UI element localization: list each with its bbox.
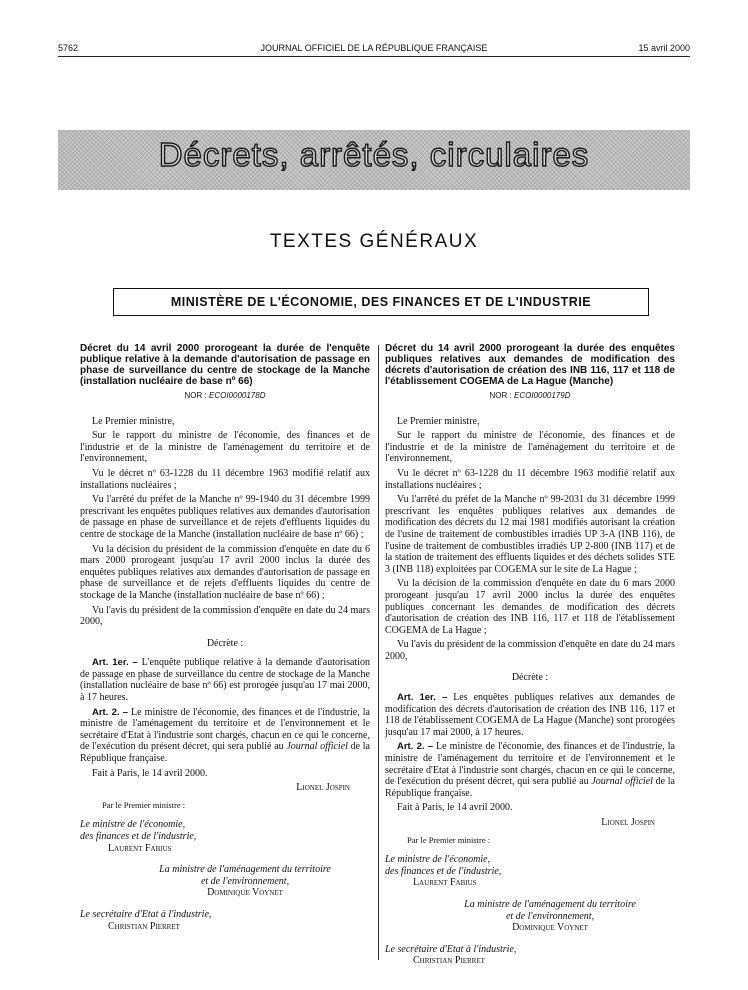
decrete-heading: Décrète : xyxy=(206,637,244,649)
paragraph: Vu la décision de la commission d'enquête en date du 6 mars 2000 prorogeant jusqu'au 17 avril 2000 inclus la durée des enquêtes publiques concernant les demandes de modification des décrets d'autorisation de création des INB 116, 117 et 118 de l'établissement COGEMA de La Hague ; xyxy=(385,578,675,636)
article-1: Art. 1er. – Les enquêtes publiques relatives aux demandes de modification des décrets d'autorisation de création des INB 116, 117 et 118 de l'établissement COGEMA de La Hague (Manche) sont prorogées jusqu'au 17 mai 2000, à 17 heures. xyxy=(385,692,675,738)
paragraph: Vu l'arrêté du préfet de la Manche nº 99-1940 du 31 décembre 1999 prescrivant les enquêtes publiques relatives aux demandes d'autorisation de passage en phase de surveillance et de rejets d'effluents liquides du centre de stockage de la Manche (installation nucléaire de base nº 66) ; xyxy=(80,494,370,540)
signature-amenagement: La ministre de l'aménagement du territoire et de l'environnement, Dominique Voynet xyxy=(464,898,636,934)
decree-left xyxy=(80,343,370,942)
paragraph: Sur le rapport du ministre de l'économie, des finances et de l'industrie et de la ministre de l'aménagement du territoire et de l'environnement, xyxy=(80,430,370,465)
decree-title: Décret du 14 avril 2000 prorogeant la durée de l'enquête publique relative à la demande d'autorisation de passage en phase de surveillance du centre de stockage de la Manche (installation nucléaire de base nº 66) xyxy=(80,343,370,387)
pm-signature: Lionel Jospin xyxy=(296,782,350,794)
par-premier-ministre: Par le Premier ministre : xyxy=(102,799,186,810)
signature-eco: Le ministre de l'économie, des finances et de l'industrie, Laurent Fabius xyxy=(80,819,197,854)
paragraph: Vu le décret nº 63-1228 du 11 décembre 1963 modifié relatif aux installations nucléaires ; xyxy=(80,467,370,491)
paragraph: Sur le rapport du ministre de l'économie, des finances et de l'industrie et de la ministre de l'aménagement du territoire et de l'environnement, xyxy=(385,430,675,465)
signature-date: Fait à Paris, le 14 avril 2000. xyxy=(92,767,208,779)
decrete-heading: Décrète : xyxy=(511,672,549,684)
signature-secretaire: Le secrétaire d'Etat à l'industrie, Christian Pierret xyxy=(385,943,517,967)
ministry-heading: MINISTÈRE DE L'ÉCONOMIE, DES FINANCES ET DE L'INDUSTRIE xyxy=(113,288,649,316)
article-1: Art. 1er. – L'enquête publique relative à la demande d'autorisation de passage en phase de surveillance du centre de stockage de la Manche (installation nucléaire de base nº 66) est prorogée jusqu'au 17 mai 2000, à 17 heures. xyxy=(80,657,370,704)
decree-title: Décret du 14 avril 2000 prorogeant la durée des enquêtes publiques relatives aux demandes de modification des décrets d'autorisation de création des INB 116, 117 et 118 de l'établissement COGEMA de La Hague (Manche) xyxy=(385,343,675,387)
decree-right xyxy=(385,343,675,977)
section-banner xyxy=(58,130,690,190)
paragraph: Le Premier ministre, xyxy=(397,415,480,427)
section-title: TEXTES GÉNÉRAUX xyxy=(269,231,479,252)
column-divider xyxy=(378,345,379,960)
nor-reference: NOR : ECOI0000178D xyxy=(184,391,266,400)
article-2: Art. 2. – Le ministre de l'économie, des finances et de l'industrie, la ministre de l'aménagement du territoire et de l'environnement et le secrétaire d'Etat à l'industrie sont chargés, chacun en ce qui le concerne, de l'exécution du présent décret, qui sera publié au Journal officiel de la République française. xyxy=(80,706,370,765)
paragraph: Vu l'avis du président de la commission d'enquête en date du 24 mars 2000, xyxy=(385,639,675,662)
paragraph: Vu le décret nº 63-1228 du 11 décembre 1963 modifié relatif aux installations nucléaires ; xyxy=(385,467,675,491)
paragraph: Vu l'avis du président de la commission d'enquête en date du 24 mars 2000, xyxy=(80,604,370,628)
pm-signature: Lionel Jospin xyxy=(601,817,655,828)
paragraph: Vu l'arrêté du préfet de la Manche nº 99-2031 du 31 décembre 1999 prescrivant les enquêtes publiques relatives aux demandes de modification des décrets du 12 mai 1981 modifiés autorisant la création de l'usine de traitement de combustibles irradiés UP 3-A (INB 116), de l'usine de traitement de combustibles irradiés UP 2-800 (INB 117) et de la station de traitement des effluents liquides et des déchets solides STE 3 (INB 118) exploitées par COGEMA sur le site de La Hague ; xyxy=(385,494,675,575)
signature-secretaire: Le secrétaire d'Etat à l'industrie, Christian Pierret xyxy=(80,908,212,932)
paragraph: Vu la décision du président de la commission d'enquête en date du 6 mars 2000 prorogeant jusqu'au 17 avril 2000 inclus la durée des enquêtes publiques relatives aux demandes d'autorisation de passage en phase de surveillance et de rejets d'effluents liquides du centre de stockage de la Manche (installation nucléaire de base nº 66) ; xyxy=(80,543,370,601)
header-divider xyxy=(58,56,690,57)
article-2: Art. 2. – Le ministre de l'économie, des finances et de l'industrie, la ministre de l'aménagement du territoire et de l'environnement et le secrétaire d'Etat à l'industrie sont chargés, chacun en ce qui le concerne, de l'exécution du présent décret, qui sera publié au Journal officiel de la République française. xyxy=(385,741,675,799)
page-number: 5762 xyxy=(58,43,79,53)
signature-date: Fait à Paris, le 14 avril 2000. xyxy=(397,802,513,814)
paragraph: Le Premier ministre, xyxy=(92,415,175,427)
banner-title: Décrets, arrêtés, circulaires xyxy=(158,136,590,173)
signature-amenagement: La ministre de l'aménagement du territoire et de l'environnement, Dominique Voynet xyxy=(159,864,331,899)
page-header xyxy=(58,43,690,57)
issue-date: 15 avril 2000 xyxy=(638,43,690,53)
signature-eco: Le ministre de l'économie, des finances et de l'industrie, Laurent Fabius xyxy=(385,854,502,889)
nor-reference: NOR : ECOI0000179D xyxy=(489,391,571,400)
par-premier-ministre: Par le Premier ministre : xyxy=(407,834,491,845)
journal-title: JOURNAL OFFICIEL DE LA RÉPUBLIQUE FRANÇAISE xyxy=(260,43,488,53)
